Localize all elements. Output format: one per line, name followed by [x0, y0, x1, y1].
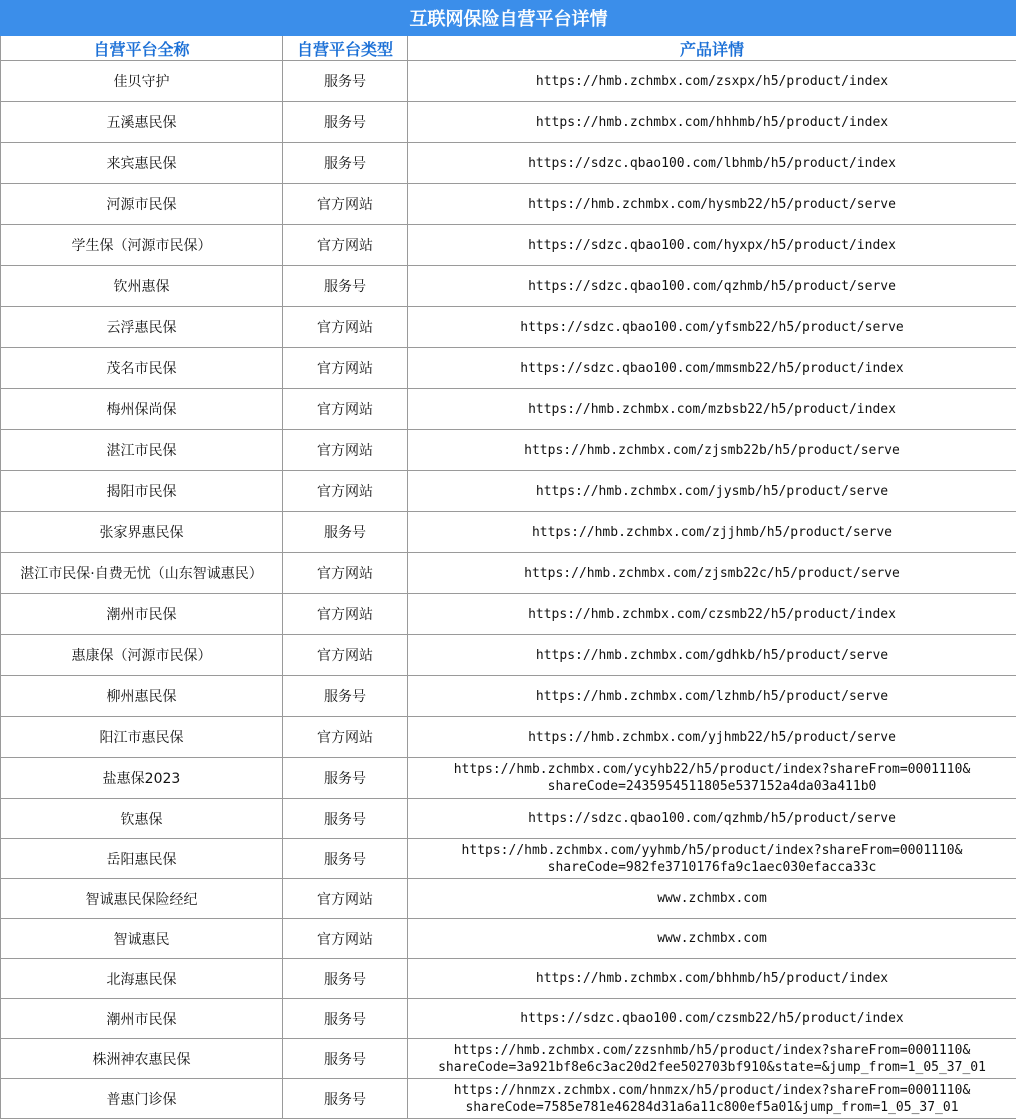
- platform-name-cell: 阳江市惠民保: [1, 717, 283, 758]
- platform-type-cell: 官方网站: [283, 430, 408, 471]
- header-platform-type: 自营平台类型: [283, 36, 408, 61]
- platform-name-cell: 来宾惠民保: [1, 143, 283, 184]
- platform-type-cell: 官方网站: [283, 879, 408, 919]
- platform-name-cell: 柳州惠民保: [1, 676, 283, 717]
- platform-name-cell: 梅州保尚保: [1, 389, 283, 430]
- platform-name-cell: 佳贝守护: [1, 61, 283, 102]
- product-url-cell: https://sdzc.qbao100.com/hyxpx/h5/product/index: [408, 225, 1016, 266]
- product-url-cell: https://hmb.zchmbx.com/mzbsb22/h5/product/index: [408, 389, 1016, 430]
- table-row: [1, 1079, 1016, 1119]
- platform-name-cell: 智诚惠民: [1, 919, 283, 959]
- platform-type-cell: 服务号: [283, 839, 408, 879]
- platform-type-cell: 服务号: [283, 676, 408, 717]
- platform-name-cell: 湛江市民保: [1, 430, 283, 471]
- header-row: [1, 36, 1016, 61]
- platform-name-cell: 云浮惠民保: [1, 307, 283, 348]
- table-row: [1, 919, 1016, 959]
- platform-name-cell: 学生保（河源市民保）: [1, 225, 283, 266]
- table-row: [1, 758, 1016, 799]
- product-url-cell: https://sdzc.qbao100.com/mmsmb22/h5/product/index: [408, 348, 1016, 389]
- platform-type-cell: 服务号: [283, 102, 408, 143]
- table-row: [1, 1039, 1016, 1079]
- platform-name-cell: 张家界惠民保: [1, 512, 283, 553]
- platform-name-cell: 湛江市民保·自费无忧（山东智诚惠民）: [1, 553, 283, 594]
- platform-type-cell: 服务号: [283, 799, 408, 839]
- table-row: [1, 389, 1016, 430]
- product-url-cell: https://hmb.zchmbx.com/jysmb/h5/product/serve: [408, 471, 1016, 512]
- product-url-cell: https://sdzc.qbao100.com/qzhmb/h5/product/serve: [408, 266, 1016, 307]
- platform-type-cell: 官方网站: [283, 471, 408, 512]
- product-url-cell: https://hmb.zchmbx.com/czsmb22/h5/product/index: [408, 594, 1016, 635]
- platform-name-cell: 五溪惠民保: [1, 102, 283, 143]
- platform-name-cell: 普惠门诊保: [1, 1079, 283, 1119]
- table-row: [1, 999, 1016, 1039]
- platform-type-cell: 服务号: [283, 999, 408, 1039]
- table-row: [1, 879, 1016, 919]
- table-row: [1, 348, 1016, 389]
- platform-name-cell: 北海惠民保: [1, 959, 283, 999]
- platform-name-cell: 河源市民保: [1, 184, 283, 225]
- product-url-cell: https://sdzc.qbao100.com/czsmb22/h5/product/index: [408, 999, 1016, 1039]
- table-row: [1, 307, 1016, 348]
- platform-type-cell: 官方网站: [283, 919, 408, 959]
- platform-name-cell: 潮州市民保: [1, 999, 283, 1039]
- header-product-details: 产品详情: [408, 36, 1016, 61]
- title-row: [1, 1, 1016, 36]
- table-row: [1, 430, 1016, 471]
- platform-name-cell: 揭阳市民保: [1, 471, 283, 512]
- platform-type-cell: 服务号: [283, 512, 408, 553]
- platform-name-cell: 盐惠保2023: [1, 758, 283, 799]
- product-url-cell: https://hmb.zchmbx.com/zsxpx/h5/product/index: [408, 61, 1016, 102]
- platform-type-cell: 官方网站: [283, 553, 408, 594]
- product-url-cell: https://hmb.zchmbx.com/yjhmb22/h5/product/serve: [408, 717, 1016, 758]
- table-row: [1, 553, 1016, 594]
- product-url-cell: https://hmb.zchmbx.com/zjsmb22b/h5/product/serve: [408, 430, 1016, 471]
- product-url-cell: https://hmb.zchmbx.com/zjjhmb/h5/product/serve: [408, 512, 1016, 553]
- platform-name-cell: 惠康保（河源市民保）: [1, 635, 283, 676]
- product-url-cell: https://sdzc.qbao100.com/yfsmb22/h5/product/serve: [408, 307, 1016, 348]
- table-row: [1, 184, 1016, 225]
- platform-type-cell: 服务号: [283, 61, 408, 102]
- platform-type-cell: 官方网站: [283, 184, 408, 225]
- platform-name-cell: 岳阳惠民保: [1, 839, 283, 879]
- product-url-cell: https://hmb.zchmbx.com/zjsmb22c/h5/product/serve: [408, 553, 1016, 594]
- platform-name-cell: 株洲神农惠民保: [1, 1039, 283, 1079]
- table-row: [1, 959, 1016, 999]
- table-title: 互联网保险自营平台详情: [1, 1, 1016, 36]
- platform-type-cell: 服务号: [283, 1039, 408, 1079]
- platform-type-cell: 服务号: [283, 266, 408, 307]
- product-url-cell: www.zchmbx.com: [408, 919, 1016, 959]
- header-platform-name: 自营平台全称: [1, 36, 283, 61]
- platform-name-cell: 潮州市民保: [1, 594, 283, 635]
- table-row: [1, 512, 1016, 553]
- platform-type-cell: 服务号: [283, 1079, 408, 1119]
- product-url-cell: https://hmb.zchmbx.com/hhhmb/h5/product/index: [408, 102, 1016, 143]
- product-url-cell: https://sdzc.qbao100.com/qzhmb/h5/product/serve: [408, 799, 1016, 839]
- platform-type-cell: 官方网站: [283, 635, 408, 676]
- table-row: [1, 102, 1016, 143]
- table-row: [1, 799, 1016, 839]
- table-row: [1, 266, 1016, 307]
- product-url-cell: https://sdzc.qbao100.com/lbhmb/h5/product/index: [408, 143, 1016, 184]
- product-url-cell: www.zchmbx.com: [408, 879, 1016, 919]
- platform-type-cell: 官方网站: [283, 594, 408, 635]
- table-row: [1, 61, 1016, 102]
- platform-type-cell: 服务号: [283, 758, 408, 799]
- platform-type-cell: 官方网站: [283, 717, 408, 758]
- product-url-cell: https://hmb.zchmbx.com/bhhmb/h5/product/index: [408, 959, 1016, 999]
- table-row: [1, 717, 1016, 758]
- product-url-cell: https://hmb.zchmbx.com/hysmb22/h5/product/serve: [408, 184, 1016, 225]
- product-url-cell: https://hmb.zchmbx.com/zzsnhmb/h5/product/index?shareFrom=0001110& shareCode=3a921bf8e6c3ac20d2fee502703bf910&state=&jump_from=1_05_37_01: [408, 1039, 1016, 1079]
- table-row: [1, 225, 1016, 266]
- table-row: [1, 143, 1016, 184]
- table-row: [1, 839, 1016, 879]
- product-url-cell: https://hmb.zchmbx.com/yyhmb/h5/product/index?shareFrom=0001110& shareCode=982fe3710176fa9c1aec030efacca33c: [408, 839, 1016, 879]
- product-url-cell: https://hmb.zchmbx.com/lzhmb/h5/product/serve: [408, 676, 1016, 717]
- platform-type-cell: 官方网站: [283, 389, 408, 430]
- table-row: [1, 635, 1016, 676]
- platform-name-cell: 钦惠保: [1, 799, 283, 839]
- table-row: [1, 471, 1016, 512]
- platform-type-cell: 服务号: [283, 143, 408, 184]
- table-row: [1, 676, 1016, 717]
- platform-type-cell: 服务号: [283, 959, 408, 999]
- platform-name-cell: 茂名市民保: [1, 348, 283, 389]
- platform-name-cell: 钦州惠保: [1, 266, 283, 307]
- product-url-cell: https://hmb.zchmbx.com/gdhkb/h5/product/serve: [408, 635, 1016, 676]
- platform-type-cell: 官方网站: [283, 225, 408, 266]
- platform-type-cell: 官方网站: [283, 307, 408, 348]
- table-row: [1, 594, 1016, 635]
- product-url-cell: https://hnmzx.zchmbx.com/hnmzx/h5/product/index?shareFrom=0001110& shareCode=7585e781e46284d31a6a11c800ef5a01&jump_from=1_05_37_01: [408, 1079, 1016, 1119]
- platform-type-cell: 官方网站: [283, 348, 408, 389]
- product-url-cell: https://hmb.zchmbx.com/ycyhb22/h5/product/index?shareFrom=0001110& shareCode=2435954511805e537152a4da03a411b0: [408, 758, 1016, 799]
- platform-name-cell: 智诚惠民保险经纪: [1, 879, 283, 919]
